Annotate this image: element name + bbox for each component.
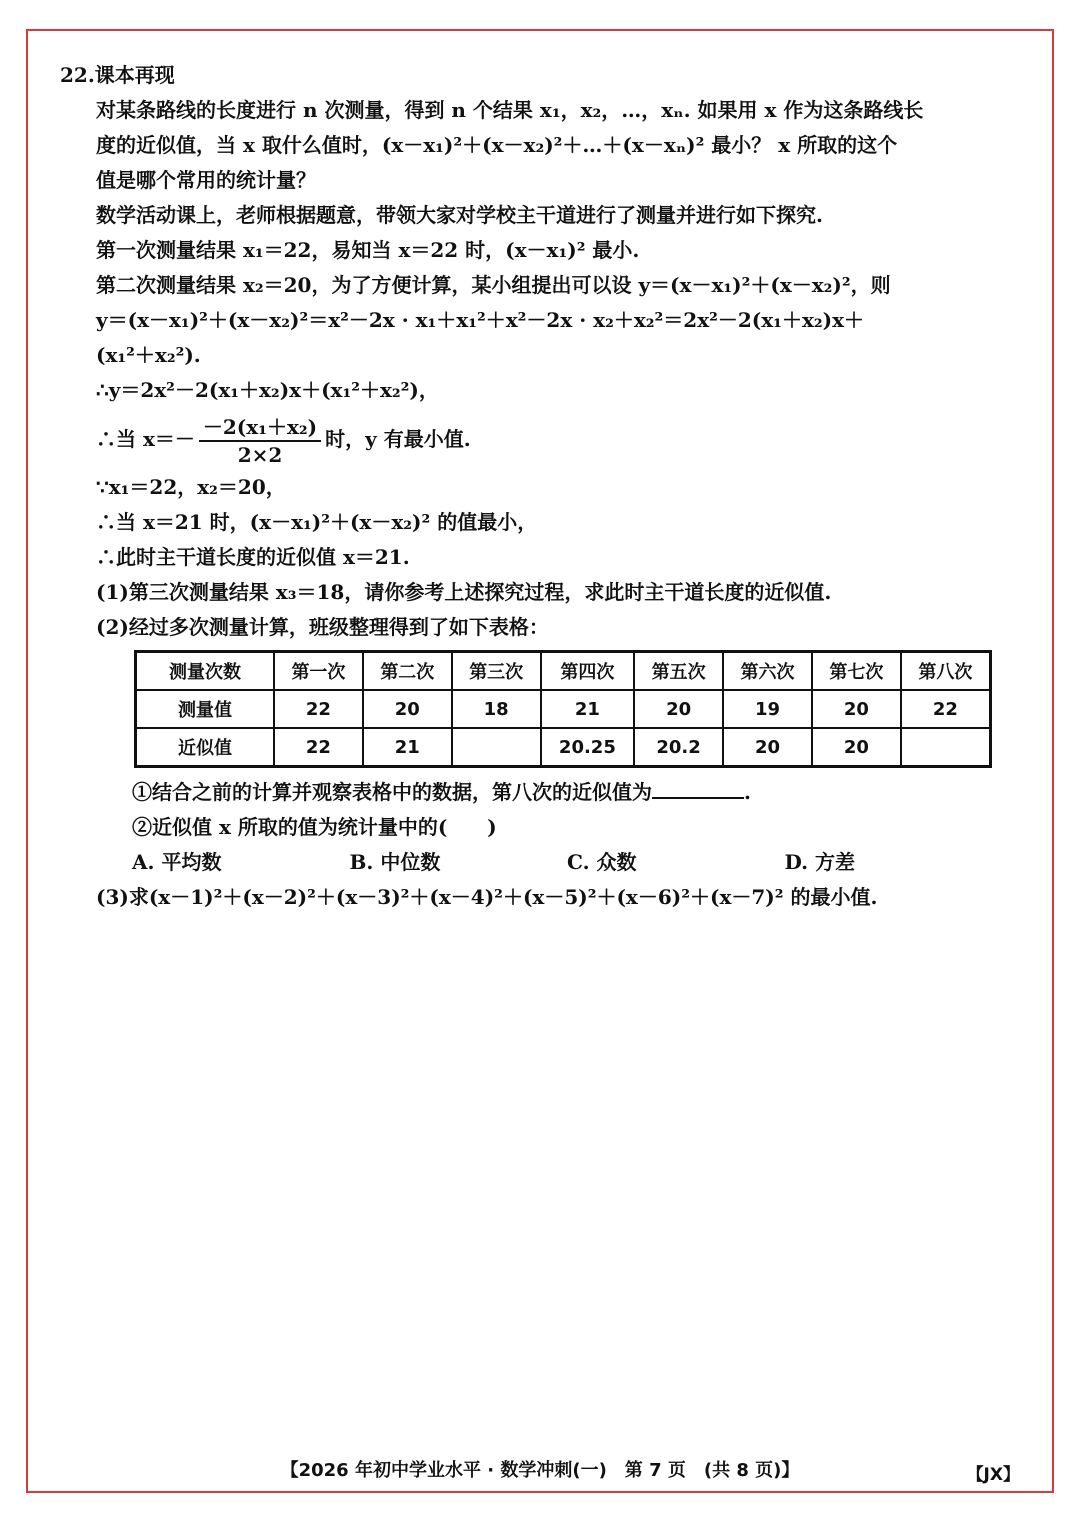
table-cell: 20.2 (634, 728, 723, 767)
page-footer (0, 1456, 1080, 1485)
problem-text-line-12: ∴当 x＝21 时，(x－x₁)²＋(x－x₂)² 的值最小， (96, 510, 538, 534)
table-cell: 20 (812, 728, 901, 767)
table-cell: 近似值 (136, 728, 275, 767)
table-cell (452, 728, 541, 767)
table-cell: 第三次 (452, 652, 541, 691)
table-cell: 18 (452, 690, 541, 728)
table-row (136, 728, 991, 767)
table-cell: 第八次 (901, 652, 991, 691)
sub-question-1-period: . (744, 780, 751, 804)
option-c[interactable]: C. 众数 (567, 850, 637, 874)
table-cell: 第六次 (723, 652, 812, 691)
question-2: (2)经过多次测量计算，班级整理得到了如下表格： (96, 615, 549, 639)
footer-text: 【2026 年初中学业水平 · 数学冲刺(一) 第 7 页 (共 8 页)】 (280, 1460, 800, 1481)
table-cell: 21 (541, 690, 635, 728)
option-d[interactable]: D. 方差 (784, 850, 856, 874)
problem-text-line-6: 第二次测量结果 x₂＝20，为了方便计算，某小组提出可以设 y＝(x－x₁)²＋(x－x₂)²，则 (96, 273, 891, 297)
question-1: (1)第三次测量结果 x₃＝18，请你参考上述探究过程，求此时主干道长度的近似值. (96, 580, 832, 604)
table-cell: 19 (723, 690, 812, 728)
choice-options (132, 845, 1002, 880)
problem-heading (60, 58, 1010, 93)
table-cell: 20.25 (541, 728, 635, 767)
answer-blank[interactable] (652, 777, 744, 799)
option-b[interactable]: B. 中位数 (349, 850, 441, 874)
table-cell (901, 728, 991, 767)
problem-text-line-8: (x₁²＋x₂²). (96, 343, 201, 367)
problem-text-line-7: y＝(x－x₁)²＋(x－x₂)²＝x²－2x · x₁＋x₁²＋x²－2x · x₂＋x₂²＝2x²－2(x₁＋x₂)x＋ (96, 308, 865, 332)
sub-questions (132, 775, 1002, 880)
table-cell: 测量次数 (136, 652, 275, 691)
problem-text-line-13: ∴此时主干道长度的近似值 x＝21. (96, 545, 410, 569)
table-cell: 第四次 (541, 652, 635, 691)
measurement-table (134, 650, 992, 768)
table-cell: 第一次 (274, 652, 363, 691)
table-cell: 测量值 (136, 690, 275, 728)
problem-content (60, 58, 1010, 645)
footer-tag: 【JX】 (966, 1465, 1020, 1485)
table-cell: 20 (363, 690, 452, 728)
problem-text-line-1: 对某条路线的长度进行 n 次测量，得到 n 个结果 x₁，x₂，…，xₙ. 如果用 x 作为这条路线长 (96, 98, 924, 122)
table-cell: 20 (723, 728, 812, 767)
fraction-numerator: －2(x₁＋x₂) (199, 414, 321, 442)
problem-text-line-5: 第一次测量结果 x₁＝22，易知当 x＝22 时，(x－x₁)² 最小. (96, 238, 640, 262)
table-cell: 第五次 (634, 652, 723, 691)
problem-text-line-9: ∴y＝2x²－2(x₁＋x₂)x＋(x₁²＋x₂²)， (96, 378, 439, 402)
problem-text-line-4: 数学活动课上，老师根据题意，带领大家对学校主干道进行了测量并进行如下探究. (96, 203, 823, 227)
problem-text-line-11: ∵x₁＝22，x₂＝20， (96, 475, 286, 499)
table-cell: 22 (274, 728, 363, 767)
fraction-denominator: 2×2 (237, 442, 283, 467)
question-3: (3)求(x－1)²＋(x－2)²＋(x－3)²＋(x－4)²＋(x－5)²＋(x－6)²＋(x－7)² 的最小值. (96, 885, 878, 909)
table-cell: 第七次 (812, 652, 901, 691)
problem-text-line-2: 度的近似值，当 x 取什么值时，(x－x₁)²＋(x－x₂)²＋…＋(x－xₙ)² 最小？ x 所取的这个 (96, 133, 898, 157)
table-cell: 21 (363, 728, 452, 767)
table-cell: 20 (812, 690, 901, 728)
fraction (199, 414, 321, 468)
table-cell: 22 (901, 690, 991, 728)
problem-title: 课本再现 (94, 63, 175, 87)
problem-number: 22. (60, 63, 95, 87)
table-header-row (136, 652, 991, 691)
table-row (136, 690, 991, 728)
fraction-suffix: 时，y 有最小值. (325, 427, 471, 451)
sub-question-2: ②近似值 x 所取的值为统计量中的( ) (132, 815, 497, 839)
table-cell: 20 (634, 690, 723, 728)
problem-text-line-3: 值是哪个常用的统计量？ (96, 168, 316, 192)
problem-fraction-line (60, 408, 1010, 470)
fraction-prefix: ∴当 x＝－ (96, 427, 195, 451)
sub-question-1 (132, 775, 1002, 810)
table-cell: 22 (274, 690, 363, 728)
option-a[interactable]: A. 平均数 (132, 850, 222, 874)
sub-question-1-text: ①结合之前的计算并观察表格中的数据，第八次的近似值为 (132, 780, 652, 804)
table-cell: 第二次 (363, 652, 452, 691)
